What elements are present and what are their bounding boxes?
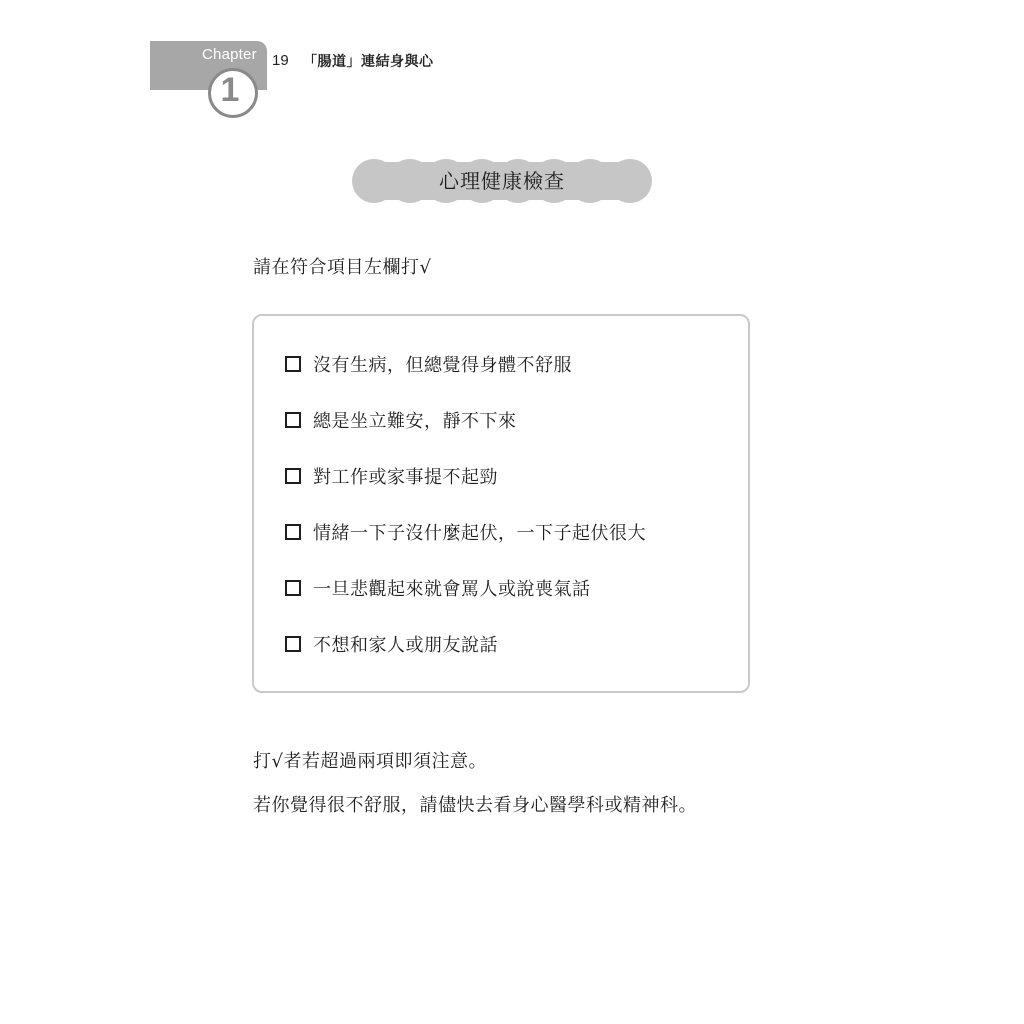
checkbox[interactable] [285, 636, 301, 652]
checklist-item[interactable] [285, 520, 646, 544]
checklist-item[interactable] [285, 408, 517, 432]
checklist-item-label: 沒有生病，但總覺得身體不舒服 [313, 355, 572, 376]
running-head: 「腸道」連結身與心 [303, 54, 434, 70]
checkbox[interactable] [285, 468, 301, 484]
note-line-2: 若你覺得很不舒服，請儘快去看身心醫學科或精神科。 [253, 795, 697, 816]
checkbox[interactable] [285, 580, 301, 596]
note-line-1: 打√者若超過兩項即須注意。 [253, 751, 487, 772]
checklist-item-label: 不想和家人或朋友說話 [313, 635, 498, 656]
page-number: 19 [272, 52, 289, 69]
checklist-item-label: 對工作或家事提不起勁 [313, 467, 498, 488]
checklist-item[interactable] [285, 576, 591, 600]
chapter-label: Chapter [202, 46, 257, 63]
checklist-item-label: 總是坐立難安，靜不下來 [313, 411, 517, 432]
checklist-item[interactable] [285, 632, 498, 656]
checkbox[interactable] [285, 356, 301, 372]
checklist-item[interactable] [285, 352, 572, 376]
checklist-item-label: 情緒一下子沒什麼起伏，一下子起伏很大 [313, 523, 646, 544]
chapter-number: 1 [220, 71, 240, 109]
section-title: 心理健康檢查 [439, 169, 565, 193]
checklist-item[interactable] [285, 464, 498, 488]
checkbox[interactable] [285, 524, 301, 540]
checklist-item-label: 一旦悲觀起來就會罵人或說喪氣話 [313, 579, 591, 600]
checkbox[interactable] [285, 412, 301, 428]
instruction-text: 請在符合項目左欄打√ [253, 257, 432, 278]
